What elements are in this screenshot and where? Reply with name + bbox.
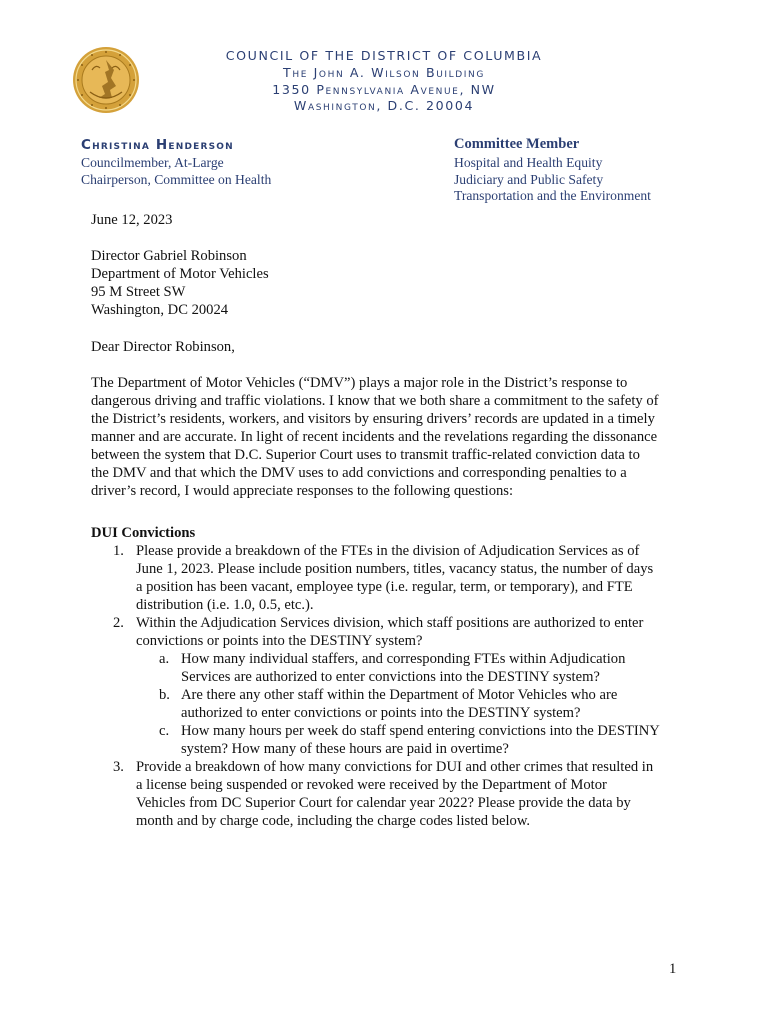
list-item-line: Provide a breakdown of how many convictions for DUI and other crimes that resulted in [136, 759, 654, 775]
intro-line: the District’s residents, workers, and visitors by ensuring drivers’ records are updated in a timely [91, 411, 655, 427]
sender-name: Christina Henderson [81, 137, 234, 153]
list-marker: 1. [113, 543, 124, 559]
recipient-line: 95 M Street SW [91, 284, 186, 300]
committee-heading: Committee Member [454, 136, 580, 152]
sub-list-line: How many hours per week do staff spend entering convictions into the DESTINY [181, 723, 660, 739]
page-number: 1 [669, 961, 677, 977]
sender-chair-title: Chairperson, Committee on Health [81, 172, 272, 187]
list-item-line: June 1, 2023. Please include position numbers, titles, vacancy status, the number of days [136, 561, 654, 577]
sub-list-line: Are there any other staff within the Department of Motor Vehicles who are [181, 687, 618, 703]
council-seal-icon [72, 46, 140, 114]
intro-line: the DMV and that which the DMV uses to add convictions and corresponding penalties to a [91, 465, 627, 481]
sub-list-marker: a. [159, 651, 170, 667]
recipient-line: Department of Motor Vehicles [91, 266, 269, 282]
list-item-line: Please provide a breakdown of the FTEs in the division of Adjudication Services as of [136, 543, 640, 559]
letterhead-street: 1350 Pennsylvania Avenue, NW [272, 82, 496, 97]
section-heading: DUI Convictions [91, 525, 196, 541]
recipient-line: Washington, DC 20024 [91, 302, 229, 318]
intro-line: dangerous driving and traffic violations. I know that we both share a commitment to the safety of [91, 393, 659, 409]
list-item-line: distribution (i.e. 1.0, 0.5, etc.). [136, 597, 314, 613]
list-item-line: a position has been vacant, employee type (i.e. regular, term, or temporary), and FTE [136, 579, 633, 595]
intro-line: driver’s record, I would appreciate responses to the following questions: [91, 483, 514, 499]
list-item-line: Within the Adjudication Services division, which staff positions are authorized to enter [136, 615, 644, 631]
list-marker: 2. [113, 615, 124, 631]
letter-date: June 12, 2023 [91, 212, 173, 228]
list-item-line: a license being suspended or revoked were received by the Department of Motor [136, 777, 607, 793]
sub-list-marker: b. [159, 687, 170, 703]
sub-list-line: system? How many of these hours are paid in overtime? [181, 741, 509, 757]
letterhead-org: COUNCIL OF THE DISTRICT OF COLUMBIA [225, 48, 543, 63]
recipient-line: Director Gabriel Robinson [91, 248, 247, 264]
sender-title: Councilmember, At-Large [81, 155, 224, 170]
sub-list-line: How many individual staffers, and corresponding FTEs within Adjudication [181, 651, 626, 667]
list-marker: 3. [113, 759, 124, 775]
sub-list-marker: c. [159, 723, 170, 739]
committee-item: Transportation and the Environment [454, 188, 651, 203]
list-item-line: month and by charge code, including the charge codes listed below. [136, 813, 531, 829]
intro-line: manner and are accurate. In light of recent incidents and the revelations regarding the dissonance [91, 429, 658, 445]
salutation: Dear Director Robinson, [91, 339, 235, 355]
committee-item: Judiciary and Public Safety [454, 172, 604, 187]
letterhead-city: Washington, D.C. 20004 [293, 98, 475, 113]
letterhead-building: The John A. Wilson Building [283, 65, 485, 80]
list-item-line: convictions or points into the DESTINY system? [136, 633, 423, 649]
intro-line: between the system that D.C. Superior Court uses to transmit traffic-related conviction data to [91, 447, 640, 463]
committee-item: Hospital and Health Equity [454, 155, 603, 170]
sub-list-line: authorized to enter convictions or points into the DESTINY system? [181, 705, 581, 721]
intro-line: The Department of Motor Vehicles (“DMV”) plays a major role in the District’s response to [91, 375, 628, 391]
list-item-line: Vehicles from DC Superior Court for calendar year 2022? Please provide the data by [136, 795, 631, 811]
sub-list-line: Services are authorized to enter convictions into the DESTINY system? [181, 669, 600, 685]
